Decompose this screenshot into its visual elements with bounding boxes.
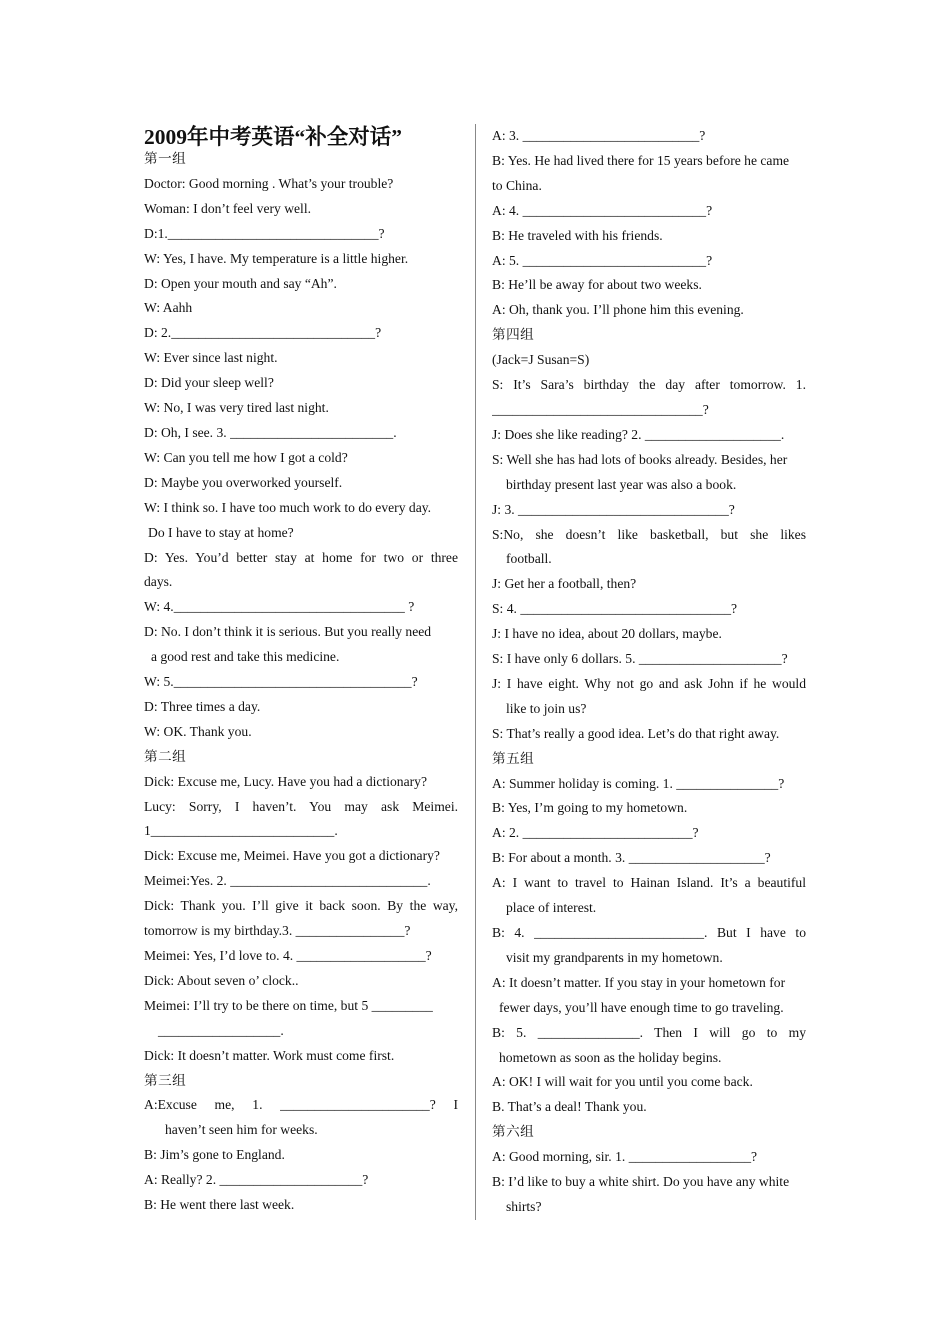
section-heading: 第二组 — [144, 748, 187, 764]
dialogue-line: shirts? — [506, 1198, 542, 1214]
dialogue-line: D: Oh, I see. 3. ________________________. — [144, 424, 397, 440]
dialogue-line: __________________. — [158, 1022, 284, 1038]
dialogue-line: B: He traveled with his friends. — [492, 227, 663, 243]
dialogue-line: W: 5.___________________________________? — [144, 674, 418, 690]
dialogue-line: W: Aahh — [144, 300, 193, 316]
dialogue-line: A: Good morning, sir. 1. __________________? — [492, 1149, 758, 1165]
dialogue-line: Dick: Excuse me, Meimei. Have you got a dictionary? — [144, 848, 440, 864]
dialogue-line: a good rest and take this medicine. — [151, 649, 340, 665]
section-heading: 第一组 — [144, 151, 187, 166]
dialogue-line: A: 5. ___________________________? — [492, 252, 713, 268]
dialogue-line: Dick: Excuse me, Lucy. Have you had a dictionary? — [144, 773, 427, 789]
dialogue-line: J: I have no idea, about 20 dollars, maybe. — [492, 626, 722, 642]
left-column — [144, 122, 458, 1218]
dialogue-line: A:Excuse me, 1. ______________________? I — [144, 1097, 458, 1113]
dialogue-line: Woman: I don’t feel very well. — [144, 200, 312, 216]
dialogue-line: A: 2. _________________________? — [492, 825, 699, 841]
dialogue-line: A: 3. __________________________? — [492, 128, 706, 143]
dialogue-line: Meimei:Yes. 2. _____________________________. — [144, 873, 431, 889]
dialogue-line: D: No. I don’t think it is serious. But you really need — [144, 624, 432, 640]
section-heading: 第六组 — [492, 1124, 535, 1140]
dialogue-line: fewer days, you’ll have enough time to go traveling. — [499, 999, 784, 1015]
dialogue-line: to China. — [492, 177, 542, 193]
dialogue-line: Doctor: Good morning . What’s your trouble? — [144, 175, 394, 191]
dialogue-line: W: Can you tell me how I got a cold? — [144, 449, 348, 465]
dialogue-line: S:No, she doesn’t like basketball, but she likes — [492, 526, 806, 542]
dialogue-line: visit my grandparents in my hometown. — [506, 949, 723, 965]
dialogue-line: Dick: Thank you. I’ll give it back soon. By the way, — [144, 898, 458, 914]
left-dialogue-lines — [144, 147, 458, 1218]
dialogue-line: S: It’s Sara’s birthday the day after tomorrow. 1. — [492, 377, 806, 393]
section-heading: 第三组 — [144, 1072, 187, 1088]
right-column — [492, 122, 806, 1220]
dialogue-line: B: He went there last week. — [144, 1197, 295, 1213]
dialogue-line: J: Get her a football, then? — [492, 576, 637, 592]
dialogue-line: A: OK! I will wait for you until you come back. — [492, 1074, 753, 1090]
dialogue-line: W: No, I was very tired last night. — [144, 400, 329, 416]
dialogue-line: A: 4. ___________________________? — [492, 202, 713, 218]
dialogue-line: D: Yes. You’d better stay at home for two or three — [144, 549, 458, 565]
dialogue-line: 1___________________________. — [144, 823, 338, 839]
dialogue-line: B: Yes, I’m going to my hometown. — [492, 800, 688, 816]
dialogue-line: W: OK. Thank you. — [144, 723, 252, 739]
dialogue-line: D: Did your sleep well? — [144, 375, 274, 391]
dialogue-line: D: Open your mouth and say “Ah”. — [144, 275, 337, 291]
dialogue-line: days. — [144, 574, 173, 590]
dialogue-line: J: Does she like reading? 2. ____________________. — [492, 426, 785, 442]
dialogue-line: D: Maybe you overworked yourself. — [144, 474, 343, 490]
dialogue-line: D: 2.______________________________? — [144, 325, 382, 341]
dialogue-line: S: That’s really a good idea. Let’s do that right away. — [492, 725, 780, 741]
dialogue-line: S: I have only 6 dollars. 5. _____________________? — [492, 651, 788, 667]
dialogue-line: Meimei: Yes, I’d love to. 4. ___________________? — [144, 948, 432, 963]
dialogue-line: A: Summer holiday is coming. 1. _______________? — [492, 775, 785, 791]
dialogue-line: tomorrow is my birthday.3. ________________? — [144, 923, 411, 939]
dialogue-line: B. That’s a deal! Thank you. — [492, 1099, 647, 1115]
dialogue-line: (Jack=J Susan=S) — [492, 352, 590, 368]
dialogue-line: hometown as soon as the holiday begins. — [499, 1049, 722, 1065]
dialogue-line: S: Well she has had lots of books already. Besides, her — [492, 451, 788, 467]
page-title: 2009年中考英语“补全对话” — [144, 125, 403, 149]
dialogue-line: B: Jim’s gone to England. — [144, 1147, 285, 1163]
right-dialogue-lines — [492, 124, 806, 1220]
dialogue-line: A: I want to travel to Hainan Island. It’s a beautiful — [492, 875, 806, 891]
dialogue-line: A: Really? 2. _____________________? — [144, 1172, 369, 1188]
section-heading: 第五组 — [492, 750, 535, 766]
dialogue-line: W: Ever since last night. — [144, 350, 278, 366]
dialogue-line: D: Three times a day. — [144, 698, 261, 714]
dialogue-line: B: Yes. He had lived there for 15 years before he came — [492, 152, 790, 168]
dialogue-line: Dick: It doesn’t matter. Work must come first. — [144, 1047, 395, 1063]
dialogue-line: A: It doesn’t matter. If you stay in your hometown for — [492, 974, 786, 990]
dialogue-line: place of interest. — [506, 900, 597, 916]
dialogue-line: Meimei: I’ll try to be there on time, but 5 _________ — [144, 997, 433, 1013]
dialogue-line: haven’t seen him for weeks. — [165, 1122, 318, 1138]
dialogue-line: W: 4.__________________________________ ? — [144, 599, 415, 615]
dialogue-line: Do I have to stay at home? — [148, 524, 294, 540]
dialogue-line: W: I think so. I have too much work to do every day. — [144, 499, 432, 515]
dialogue-line: J: I have eight. Why not go and ask John if he would — [492, 675, 806, 691]
dialogue-line: Dick: About seven o’ clock.. — [144, 972, 299, 988]
section-heading: 第四组 — [492, 327, 535, 343]
dialogue-line: football. — [506, 551, 552, 567]
dialogue-line: J: 3. _______________________________? — [492, 501, 735, 517]
dialogue-line: D:1._______________________________? — [144, 225, 385, 241]
dialogue-line: A: Oh, thank you. I’ll phone him this evening. — [492, 302, 744, 318]
dialogue-line: B: I’d like to buy a white shirt. Do you have any white — [492, 1174, 790, 1190]
column-divider — [475, 124, 476, 1220]
dialogue-line: B: For about a month. 3. ____________________? — [492, 850, 771, 866]
dialogue-line: B: 4. _________________________. But I have to — [492, 925, 806, 940]
dialogue-line: _______________________________? — [492, 401, 709, 417]
dialogue-line: like to join us? — [506, 700, 587, 716]
dialogue-line: B: He’ll be away for about two weeks. — [492, 277, 702, 293]
dialogue-line: W: Yes, I have. My temperature is a little higher. — [144, 250, 409, 266]
dialogue-line: S: 4. _______________________________? — [492, 601, 738, 617]
dialogue-line: Lucy: Sorry, I haven’t. You may ask Meimei. — [144, 798, 458, 814]
dialogue-line: B: 5. _______________. Then I will go to my — [492, 1024, 806, 1040]
dialogue-line: birthday present last year was also a book. — [506, 476, 737, 492]
